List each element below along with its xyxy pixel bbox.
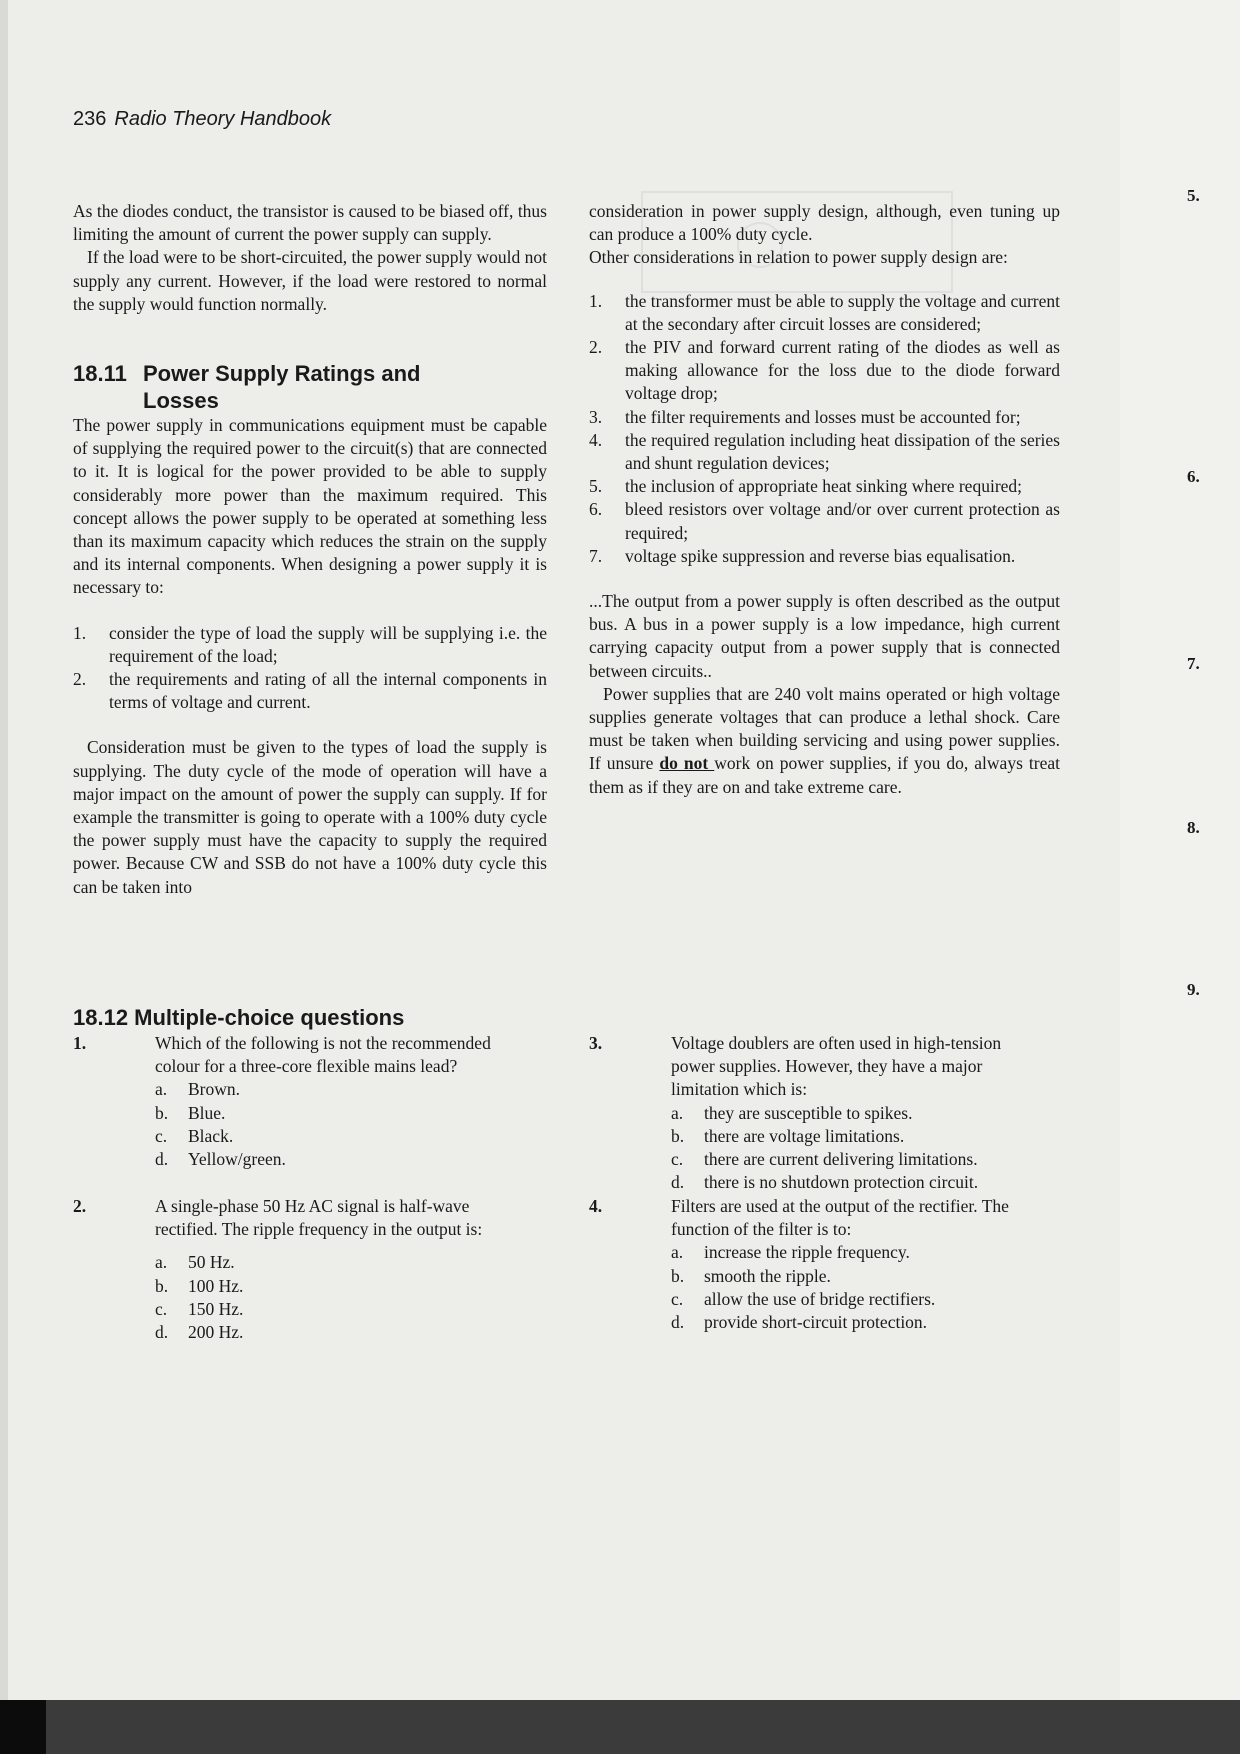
question-3: 3. Voltage doublers are often used in high-tension power supplies. However, they have a major limitation which is: a. they are susceptible to spikes. b. there are voltage limitations. c. there are current delivering limitations. d. there is no shutdown protection circuit. — [589, 1032, 1049, 1194]
continuation-paragraph: consideration in power supply design, although, even tuning up can produce a 100% duty cycle. — [589, 201, 1060, 245]
design-list — [73, 622, 547, 715]
section-number: 18.11 — [73, 361, 127, 387]
facing-page-strip — [1120, 0, 1240, 1700]
section-title-line-1: Power Supply Ratings and — [143, 361, 421, 387]
list-item: 3. the filter requirements and losses must be accounted for; — [589, 406, 1021, 427]
answer-option: d. there is no shutdown protection circuit. — [671, 1172, 979, 1193]
answer-option: c. Black. — [155, 1125, 234, 1146]
answer-option: c. 150 Hz. — [155, 1298, 244, 1319]
list-item: 1. consider the type of load the supply will be supplying i.e. the requirement of the load; — [73, 622, 547, 666]
answer-option: b. smooth the ripple. — [671, 1265, 831, 1286]
answer-option: a. increase the ripple frequency. — [671, 1242, 910, 1263]
page-left-edge — [0, 0, 8, 1700]
other-considerations-paragraph: Other considerations in relation to power supply design are: — [589, 247, 1008, 268]
answer-option: b. 100 Hz. — [155, 1275, 244, 1296]
question-4: 4. Filters are used at the output of the rectifier. The function of the filter is to: a. increase the ripple frequency. b. smooth the ripple. c. allow the use of bridge rectifiers. d. provide short-circuit protection. — [589, 1195, 1049, 1334]
page-number: 236 — [73, 108, 107, 130]
list-item: 4. the required regulation including heat dissipation of the series and shunt regulation devices; — [589, 429, 1060, 474]
answer-option: b. Blue. — [155, 1102, 226, 1123]
section-title-line-2: Losses — [143, 388, 219, 414]
answer-option: c. allow the use of bridge rectifiers. — [671, 1288, 936, 1309]
list-item: 2. the PIV and forward current rating of the diodes as well as making allowance for the loss due to the diode forward voltage drop; — [589, 337, 1060, 404]
facing-page-number: 7. — [1187, 654, 1200, 673]
list-item: 1. the transformer must be able to supply the voltage and current at the secondary after circuit losses are considered; — [589, 290, 1060, 334]
scanner-edge — [0, 1700, 1240, 1754]
list-item: 7. voltage spike suppression and reverse bias equalisation. — [589, 545, 1016, 566]
considerations-list — [589, 290, 1060, 568]
list-item: 6. bleed resistors over voltage and/or over current protection as required; — [589, 499, 1060, 543]
page-header — [73, 108, 331, 131]
answer-option: b. there are voltage limitations. — [671, 1125, 905, 1146]
question-2: 2. A single-phase 50 Hz AC signal is half-wave rectified. The ripple frequency in the output is: a. 50 Hz. b. 100 Hz. c. 150 Hz. d. 200 Hz. — [73, 1195, 493, 1344]
question-text: Voltage doublers are often used in high-tension power supplies. However, they have a major limitation which is: — [671, 1033, 1002, 1100]
section-heading-18-11 — [73, 360, 547, 414]
answer-option: c. there are current delivering limitations. — [671, 1149, 978, 1170]
safety-paragraph: Power supplies that are 240 volt mains operated or high voltage supplies generate voltages that can produce a lethal shock. Care must be taken when building servicing and using power supplies. If unsure do not work on power supplies, if you do, always treat them as if they are on and take extreme care. — [589, 683, 1060, 797]
facing-page-number: 6. — [1187, 467, 1200, 486]
answer-option: d. provide short-circuit protection. — [671, 1312, 928, 1333]
left-column — [73, 200, 547, 899]
question-text: Filters are used at the output of the rectifier. The function of the filter is to: — [671, 1196, 1009, 1240]
consideration-paragraph: Consideration must be given to the types of load the supply is supplying. The duty cycle of the mode of operation will have a major impact on the amount of power the supply can supply. If for example the transmitter is going to operate with a 100% duty cycle the power supply must have the capacity to supply the required power. Because CW and SSB do not have a 100% duty cycle this can be taken into — [73, 737, 547, 897]
do-not-emphasis: do not — [659, 753, 715, 774]
question-text: Which of the following is not the recommended colour for a three-core flexible mains lead? — [155, 1033, 491, 1077]
list-item: 2. the requirements and rating of all the internal components in terms of voltage and current. — [73, 669, 547, 713]
list-item: 5. the inclusion of appropriate heat sinking where required; — [589, 476, 1023, 497]
answer-option: d. Yellow/green. — [155, 1149, 286, 1170]
facing-page-number: 5. — [1187, 186, 1200, 205]
book-title: Radio Theory Handbook — [114, 108, 332, 130]
answer-option: a. Brown. — [155, 1079, 241, 1100]
section-paragraph: The power supply in communications equipment must be capable of supplying the required power to the circuit(s) that are connected to it. It is logical for the power provided to be able to supply considerably more power than the maximum required. This concept allows the power supply to be operated at something less than its maximum capacity which reduces the strain on the supply and its internal components. When designing a power supply it is necessary to: — [73, 415, 547, 598]
facing-page-number: 8. — [1187, 818, 1200, 837]
question-1: 1. Which of the following is not the recommended colour for a three-core flexible mains lead? a. Brown. b. Blue. c. Black. d. Yellow/green. — [73, 1032, 493, 1171]
answer-option: d. 200 Hz. — [155, 1322, 244, 1343]
intro-paragraph-2: If the load were to be short-circuited, the power supply would not supply any current. However, if the load were restored to normal the supply would function normally. — [73, 247, 547, 314]
question-text: A single-phase 50 Hz AC signal is half-wave rectified. The ripple frequency in the output is: — [155, 1196, 483, 1240]
answer-option: a. they are susceptible to spikes. — [671, 1102, 913, 1123]
answer-option: a. 50 Hz. — [155, 1252, 235, 1273]
facing-page-number: 9. — [1187, 980, 1200, 999]
output-bus-paragraph: ...The output from a power supply is often described as the output bus. A bus in a power supply is a low impedance, high current carrying capacity output from a power supply that is connected between circuits.. — [589, 591, 1060, 681]
mcq-section-heading: 18.12 Multiple-choice questions — [73, 1005, 405, 1030]
right-column — [589, 200, 1060, 799]
intro-paragraph-1: As the diodes conduct, the transistor is caused to be biased off, thus limiting the amount of current the power supply can supply. — [73, 201, 547, 245]
